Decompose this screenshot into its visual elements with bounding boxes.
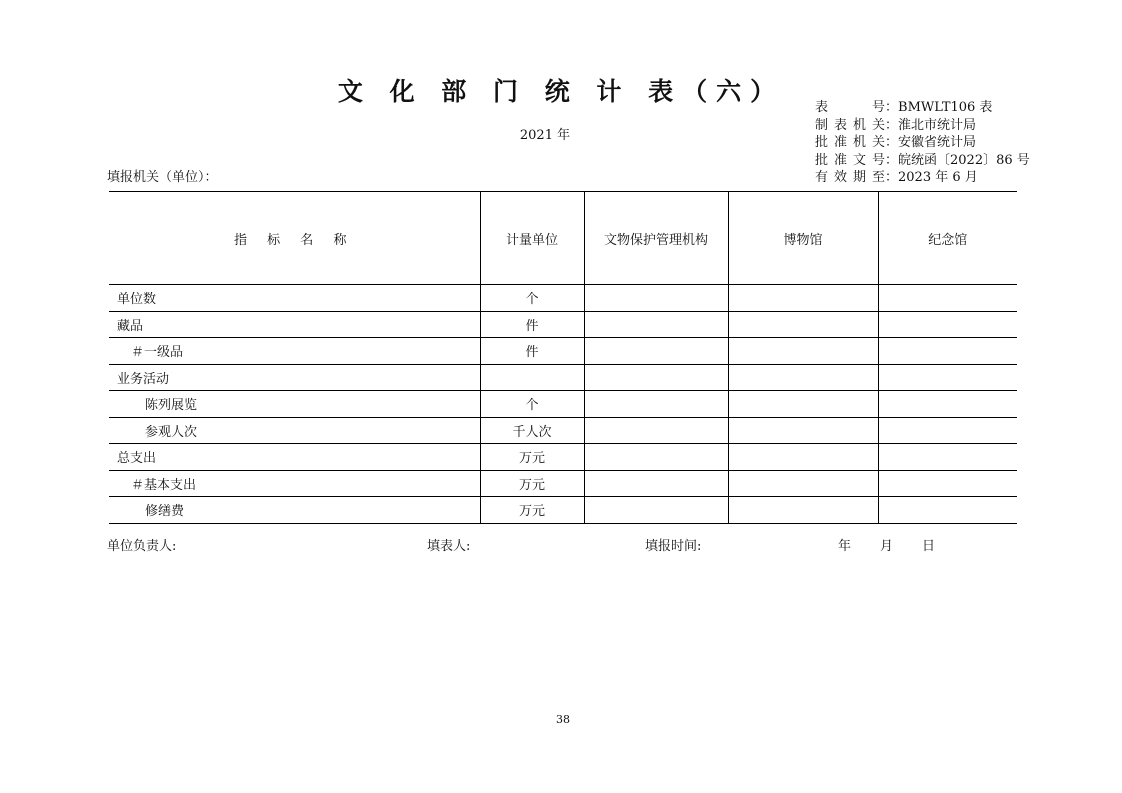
meta-label: 表号 (815, 100, 885, 115)
column-header-memorial-hall: 纪念馆 (878, 192, 1017, 285)
row-name: 业务活动 (109, 364, 480, 391)
row-name: 陈列展览 (109, 391, 480, 418)
meta-value: 安徽省统计局 (898, 135, 977, 150)
column-header-heritage-agency: 文物保护管理机构 (584, 192, 728, 285)
cell-museum[interactable] (728, 444, 878, 471)
row-name: 修缮费 (109, 497, 480, 524)
cell-museum[interactable] (728, 364, 878, 391)
row-unit: 万元 (480, 444, 584, 471)
row-name: ＃一级品 (109, 338, 480, 365)
meta-label: 批准文号 (815, 152, 885, 168)
meta-label: 批准机关 (815, 135, 885, 150)
meta-row-approval-number: 批准文号 ： 皖统函〔2022〕86 号 (815, 152, 1030, 168)
fill-date-label: 填报时间: (645, 539, 702, 554)
cell-memorial-hall[interactable] (878, 311, 1017, 338)
cell-heritage-agency[interactable] (584, 497, 728, 524)
meta-label: 有效期至 (815, 170, 885, 185)
cell-heritage-agency[interactable] (584, 391, 728, 418)
table-header-row (109, 192, 1017, 285)
cell-memorial-hall[interactable] (878, 285, 1017, 312)
table-row (109, 470, 1017, 497)
table-row (109, 444, 1017, 471)
reporting-unit-label: 填报机关（单位）： (107, 170, 218, 185)
table-row (109, 311, 1017, 338)
cell-memorial-hall[interactable] (878, 364, 1017, 391)
cell-museum[interactable] (728, 391, 878, 418)
meta-row-issuer: 制表机关 ： 淮北市统计局 (815, 117, 977, 133)
table-row (109, 497, 1017, 524)
row-unit (480, 364, 584, 391)
row-name: 单位数 (109, 285, 480, 312)
row-unit: 千人次 (480, 417, 584, 444)
row-name: 藏品 (109, 311, 480, 338)
row-unit: 件 (480, 338, 584, 365)
cell-museum[interactable] (728, 470, 878, 497)
cell-museum[interactable] (728, 497, 878, 524)
day-label: 日 (922, 539, 936, 554)
meta-value: BMWLT106 表 (898, 100, 993, 115)
cell-memorial-hall[interactable] (878, 338, 1017, 365)
cell-heritage-agency[interactable] (584, 444, 728, 471)
cell-heritage-agency[interactable] (584, 285, 728, 312)
cell-museum[interactable] (728, 285, 878, 312)
column-header-museum: 博物馆 (728, 192, 878, 285)
cell-memorial-hall[interactable] (878, 417, 1017, 444)
meta-value: 2023 年 6 月 (898, 170, 978, 185)
row-name: 总支出 (109, 444, 480, 471)
page-number: 38 (556, 713, 570, 726)
cell-museum[interactable] (728, 311, 878, 338)
meta-value: 淮北市统计局 (898, 117, 977, 133)
row-name: 参观人次 (109, 417, 480, 444)
row-name: ＃基本支出 (109, 470, 480, 497)
cell-heritage-agency[interactable] (584, 311, 728, 338)
statistics-table (109, 191, 1017, 524)
page-title: 文 化 部 门 统 计 表（六） (337, 77, 785, 106)
row-unit: 万元 (480, 497, 584, 524)
report-year: 2021 年 (519, 128, 571, 143)
cell-heritage-agency[interactable] (584, 338, 728, 365)
cell-heritage-agency[interactable] (584, 417, 728, 444)
meta-row-valid-until: 有效期至 ： 2023 年 6 月 (815, 170, 978, 185)
cell-memorial-hall[interactable] (878, 444, 1017, 471)
table-row (109, 364, 1017, 391)
table-metadata (815, 99, 1030, 187)
meta-row-table-number: 表号 ： BMWLT106 表 (815, 100, 993, 115)
cell-memorial-hall[interactable] (878, 470, 1017, 497)
meta-label: 制表机关 (815, 117, 885, 133)
cell-heritage-agency[interactable] (584, 364, 728, 391)
table-row (109, 417, 1017, 444)
row-unit: 个 (480, 285, 584, 312)
cell-heritage-agency[interactable] (584, 470, 728, 497)
meta-row-approver: 批准机关 ： 安徽省统计局 (815, 135, 977, 150)
cell-museum[interactable] (728, 338, 878, 365)
cell-memorial-hall[interactable] (878, 391, 1017, 418)
row-unit: 个 (480, 391, 584, 418)
column-header-unit: 计量单位 (480, 192, 584, 285)
row-unit: 万元 (480, 470, 584, 497)
table-row (109, 285, 1017, 312)
row-unit: 件 (480, 311, 584, 338)
year-label: 年 (838, 539, 852, 554)
meta-value: 皖统函〔2022〕86 号 (898, 152, 1030, 168)
cell-memorial-hall[interactable] (878, 497, 1017, 524)
table-row (109, 391, 1017, 418)
cell-museum[interactable] (728, 417, 878, 444)
unit-head-label: 单位负责人: (107, 539, 177, 554)
month-label: 月 (880, 539, 894, 554)
table-row (109, 338, 1017, 365)
form-filler-label: 填表人: (427, 539, 471, 554)
column-header-indicator: 指 标 名 称 (109, 192, 480, 285)
